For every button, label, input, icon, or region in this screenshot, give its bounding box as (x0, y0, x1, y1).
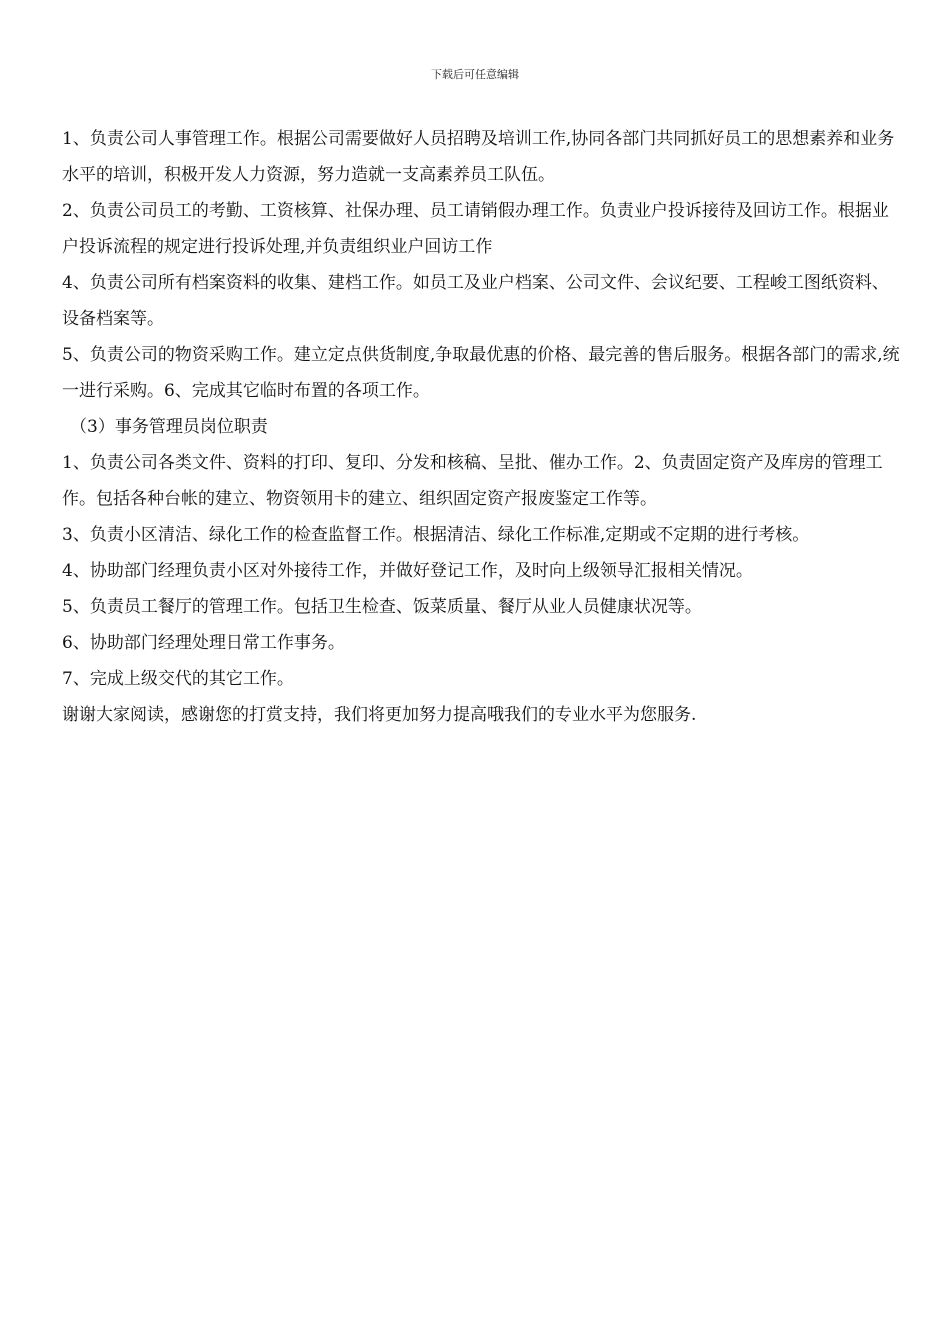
paragraph-archives: 4、负责公司所有档案资料的收集、建档工作。如员工及业户档案、公司文件、会议纪要、工程峻工图纸资料、设备档案等。 (62, 273, 889, 329)
paragraph-reception: 4、协助部门经理负责小区对外接待工作，并做好登记工作，及时向上级领导汇报相关情况。 (62, 561, 753, 581)
paragraph-procurement: 5、负责公司的物资采购工作。建立定点供货制度,争取最优惠的价格、最完善的售后服务。根据各部门的需求,统一进行采购。6、完成其它临时布置的各项工作。 (62, 345, 900, 401)
paragraph-attendance-complaints: 2、负责公司员工的考勤、工资核算、社保办理、员工请销假办理工作。负责业户投诉接待及回访工作。根据业户投诉流程的规定进行投诉处理,并负责组织业户回访工作 (62, 201, 889, 257)
paragraph-cleaning-inspection: 3、负责小区清洁、绿化工作的检查监督工作。根据清洁、绿化工作标准,定期或不定期的进行考核。 (62, 525, 810, 545)
paragraph-canteen: 5、负责员工餐厅的管理工作。包括卫生检查、饭菜质量、餐厅从业人员健康状况等。 (62, 597, 702, 617)
paragraph-documents-assets: 1、负责公司各类文件、资料的打印、复印、分发和核稿、呈批、催办工作。2、负责固定资产及库房的管理工作。包括各种台帐的建立、物资领用卡的建立、组织固定资产报废鉴定工作等。 (62, 453, 883, 509)
page-header: 下载后可任意编辑 (431, 68, 519, 81)
paragraph-hr-management: 1、负责公司人事管理工作。根据公司需要做好人员招聘及培训工作,协同各部门共同抓好员工的思想素养和业务水平的培训，积极开发人力资源，努力造就一支高素养员工队伍。 (62, 129, 895, 185)
document-body (62, 121, 902, 733)
paragraph-other-work: 7、完成上级交代的其它工作。 (62, 669, 294, 689)
section-heading-affairs-clerk: （3）事务管理员岗位职责 (70, 417, 268, 437)
closing-thanks: 谢谢大家阅读，感谢您的打赏支持，我们将更加努力提高哦我们的专业水平为您服务. (62, 705, 697, 725)
paragraph-daily-affairs: 6、协助部门经理处理日常工作事务。 (62, 633, 345, 653)
